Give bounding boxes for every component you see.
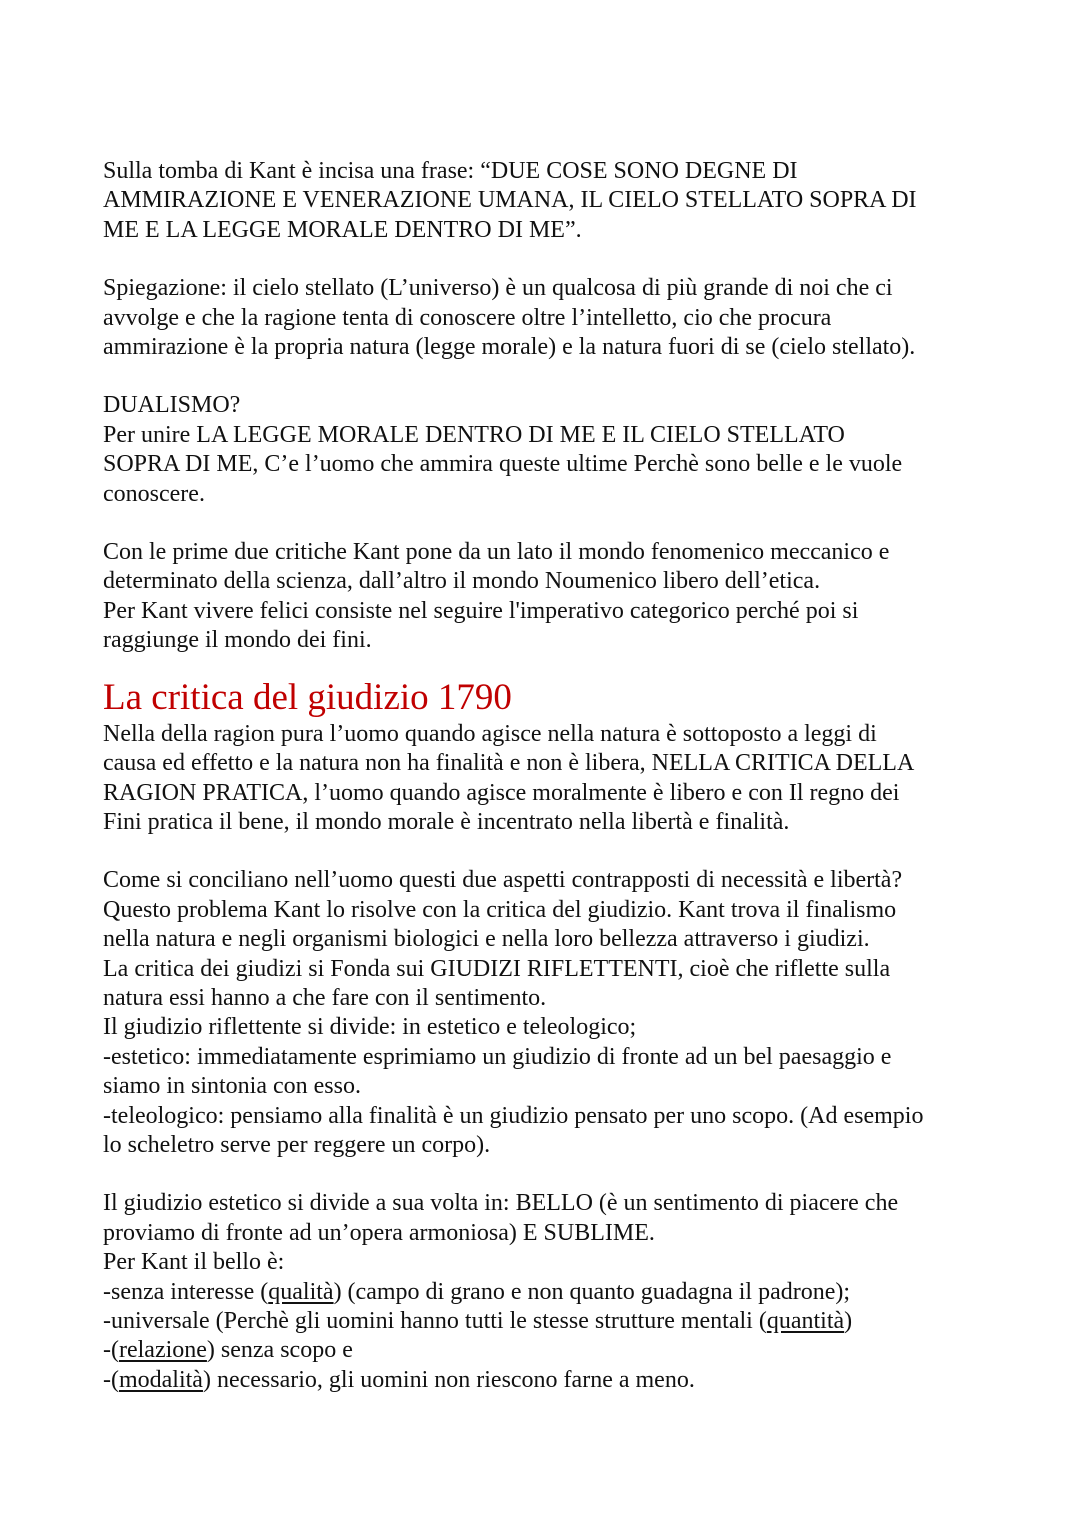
giudizio-paragraph (103, 866, 1003, 1160)
text-line: Per Kant vivere felici consiste nel seguire l'imperativo categorico perché poi si (103, 597, 859, 624)
epitaph-paragraph (103, 157, 1003, 245)
text-line: Il giudizio riflettente si divide: in estetico e teleologico; (103, 1014, 637, 1041)
section-title: La critica del giudizio 1790 (103, 676, 512, 718)
ragion-paragraph (103, 720, 1003, 838)
bello-list-item: -(modalità) necessario, gli uomini non riescono farne a meno. (103, 1366, 695, 1393)
text-line: conoscere. (103, 480, 205, 507)
bello-paragraph (103, 1189, 1003, 1395)
text-line: SOPRA DI ME, C’e l’uomo che ammira queste ultime Perchè sono belle e le vuole (103, 451, 903, 478)
text-line: ME E LA LEGGE MORALE DENTRO DI ME”. (103, 216, 582, 243)
text-line: nella natura e negli organismi biologici e nella loro bellezza attraverso i giudizi. (103, 926, 870, 953)
text-line: Il giudizio estetico si divide a sua volta in: BELLO (è un sentimento di piacere che (103, 1190, 899, 1217)
text-line: Fini pratica il bene, il mondo morale è incentrato nella libertà e finalità. (103, 808, 790, 835)
text-line: determinato della scienza, dall’altro il mondo Noumenico libero dell’etica. (103, 568, 821, 595)
text-line: proviamo di fronte ad un’opera armoniosa) E SUBLIME. (103, 1219, 655, 1246)
text-line: raggiunge il mondo dei fini. (103, 627, 372, 654)
text-line: RAGION PRATICA, l’uomo quando agisce moralmente è libero e con Il regno dei (103, 779, 900, 806)
text-line: natura essi hanno a che fare con il sentimento. (103, 984, 547, 1011)
text-line: Sulla tomba di Kant è incisa una frase: “DUE COSE SONO DEGNE DI (103, 158, 798, 184)
underlined-term: quantità (766, 1308, 845, 1334)
text-line: Per unire LA LEGGE MORALE DENTRO DI ME E IL CIELO STELLATO (103, 421, 845, 448)
underlined-term: modalità (118, 1366, 203, 1393)
text-line: Questo problema Kant lo risolve con la critica del giudizio. Kant trova il finalismo (103, 896, 897, 923)
text-line: DUALISMO? (103, 392, 241, 419)
underlined-term: relazione (118, 1337, 207, 1364)
document-page (103, 157, 1003, 1395)
dualismo-paragraph (103, 391, 1003, 509)
critiche-paragraph (103, 538, 1003, 656)
text-line: lo scheletro serve per reggere un corpo). (103, 1131, 491, 1158)
text-line: causa ed effetto e la natura non ha finalità e non è libera, NELLA CRITICA DELLA (103, 750, 915, 777)
text-line: Come si conciliano nell’uomo questi due aspetti contrapposti di necessità e libertà? (103, 867, 903, 894)
text-line: -teleologico: pensiamo alla finalità è un giudizio pensato per uno scopo. (Ad esempio (103, 1102, 924, 1129)
text-line: La critica dei giudizi si Fonda sui GIUDIZI RIFLETTENTI, cioè che riflette sulla (103, 955, 891, 982)
text-line: Con le prime due critiche Kant pone da un lato il mondo fenomenico meccanico e (103, 539, 890, 566)
text-line: -estetico: immediatamente esprimiamo un giudizio di fronte ad un bel paesaggio e (103, 1043, 892, 1070)
text-line: siamo in sintonia con esso. (103, 1073, 361, 1100)
text-line: Per Kant il bello è: (103, 1249, 285, 1276)
text-line: avvolge e che la ragione tenta di conoscere oltre l’intelletto, cio che procura (103, 304, 832, 331)
text-line: ammirazione è la propria natura (legge morale) e la natura fuori di se (cielo stellato). (103, 334, 916, 361)
text-line: AMMIRAZIONE E VENERAZIONE UMANA, IL CIELO STELLATO SOPRA DI (103, 187, 917, 214)
bello-list-item: -(relazione) senza scopo e (103, 1337, 353, 1364)
bello-list-item: -senza interesse (qualità) (campo di grano e non quanto guadagna il padrone); (103, 1278, 851, 1305)
text-line: Spiegazione: il cielo stellato (L’universo) è un qualcosa di più grande di noi che ci (103, 275, 893, 302)
bello-list-item: -universale (Perchè gli uomini hanno tutti le stesse strutture mentali (quantità) (103, 1308, 853, 1334)
underlined-term: qualità (268, 1278, 334, 1305)
spiegazione-paragraph (103, 274, 1003, 362)
text-line: Nella della ragion pura l’uomo quando agisce nella natura è sottoposto a leggi di (103, 720, 877, 747)
